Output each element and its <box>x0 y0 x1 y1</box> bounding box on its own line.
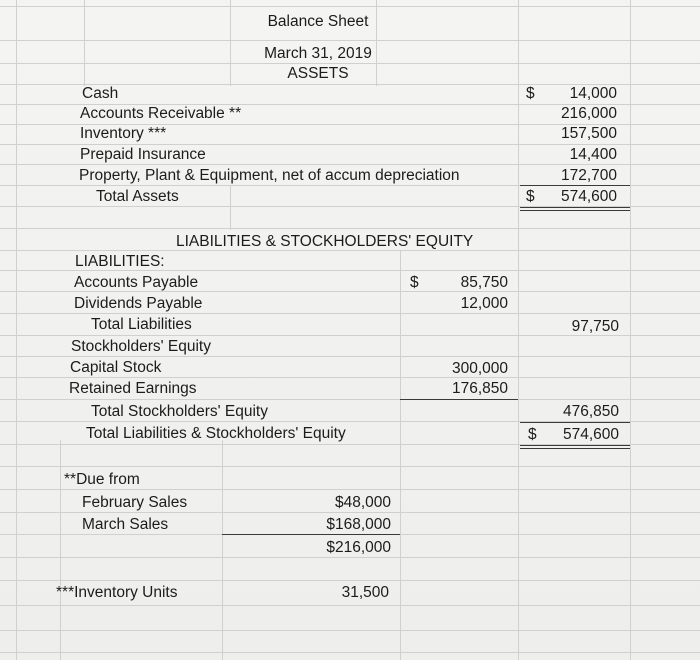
grid-line <box>0 630 700 631</box>
subtotal-rule <box>520 422 630 423</box>
grid-line <box>0 399 700 400</box>
total-equity-label: Total Stockholders' Equity <box>91 403 268 420</box>
liability-value: 85,750 <box>460 274 508 291</box>
grid-line <box>60 440 61 660</box>
subtotal-rule <box>222 534 400 535</box>
grid-line <box>222 440 223 660</box>
due-from-value: $48,000 <box>334 494 391 511</box>
inventory-units-value: 31,500 <box>341 584 389 601</box>
grid-line <box>0 228 700 229</box>
grid-line <box>0 356 700 357</box>
due-from-total: $216,000 <box>326 539 391 556</box>
subtotal-rule <box>520 185 630 186</box>
due-from-value: $168,000 <box>326 516 391 533</box>
total-assets-label: Total Assets <box>96 188 179 205</box>
grid-line <box>0 557 700 558</box>
total-liabilities-label: Total Liabilities <box>91 316 192 333</box>
grand-total-value: 574,600 <box>562 426 619 443</box>
currency-symbol: $ <box>410 274 419 291</box>
grid-line <box>0 63 700 64</box>
double-underline <box>520 207 630 208</box>
grid-line <box>0 489 700 490</box>
grand-total-label: Total Liabilities & Stockholders' Equity <box>86 425 346 442</box>
equity-value: 176,850 <box>451 380 508 397</box>
grid-line <box>230 185 231 230</box>
total-liabilities-value: 97,750 <box>571 318 619 335</box>
liability-value: 12,000 <box>460 295 508 312</box>
grid-line <box>400 250 401 660</box>
equity-heading: Stockholders' Equity <box>71 338 211 355</box>
total-assets-value: 574,600 <box>560 188 617 205</box>
grid-line <box>0 580 700 581</box>
double-underline <box>520 445 630 446</box>
sheet-date: March 31, 2019 <box>264 45 372 62</box>
asset-value: 14,400 <box>569 146 617 163</box>
liabilities-heading: LIABILITIES: <box>75 253 165 270</box>
grid-line <box>518 0 519 660</box>
equity-value: 300,000 <box>451 360 508 377</box>
grid-line <box>16 0 17 660</box>
grid-line <box>0 6 700 7</box>
asset-label: Accounts Receivable ** <box>80 105 242 122</box>
grid-line <box>0 144 700 145</box>
grid-line <box>0 40 700 41</box>
equity-label: Retained Earnings <box>69 380 197 397</box>
assets-heading: ASSETS <box>287 65 349 82</box>
sheet-title: Balance Sheet <box>267 13 369 30</box>
grid-line <box>0 512 700 513</box>
liability-label: Dividends Payable <box>74 295 203 312</box>
asset-label: Prepaid Insurance <box>80 146 206 163</box>
grid-line <box>0 164 700 165</box>
grid-line <box>0 313 700 314</box>
asset-label: Inventory *** <box>80 125 167 142</box>
grid-line <box>84 0 85 86</box>
asset-label: Cash <box>82 85 119 102</box>
due-from-label: February Sales <box>82 494 188 511</box>
inventory-units-label: ***Inventory Units <box>56 584 178 601</box>
subtotal-rule <box>400 399 518 400</box>
due-from-label: March Sales <box>82 516 169 533</box>
total-equity-value: 476,850 <box>562 403 619 420</box>
grid-line <box>0 466 700 467</box>
grid-line <box>0 605 700 606</box>
asset-value: 157,500 <box>560 125 617 142</box>
double-underline <box>520 448 630 449</box>
asset-value: 172,700 <box>560 167 617 184</box>
currency-symbol: $ <box>526 85 535 102</box>
asset-value: 14,000 <box>569 85 617 102</box>
due-from-heading: **Due from <box>64 471 140 488</box>
liability-label: Accounts Payable <box>74 274 199 291</box>
currency-symbol: $ <box>528 426 537 443</box>
liabilities-equity-heading: LIABILITIES & STOCKHOLDERS' EQUITY <box>176 233 474 250</box>
double-underline <box>520 210 630 211</box>
equity-label: Capital Stock <box>70 359 162 376</box>
asset-label: Property, Plant & Equipment, net of accum depreciation <box>79 167 460 184</box>
currency-symbol: $ <box>526 188 535 205</box>
grid-line <box>0 652 700 653</box>
grid-line <box>630 0 631 660</box>
grid-line <box>0 377 700 378</box>
asset-value: 216,000 <box>560 105 617 122</box>
